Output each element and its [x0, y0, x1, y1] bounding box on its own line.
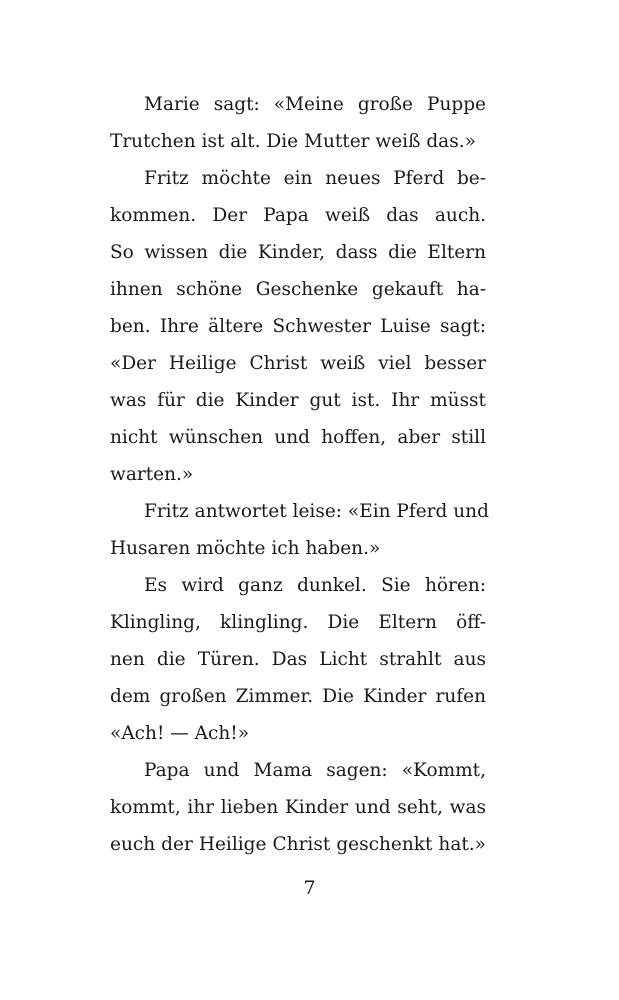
text-line: kommen. Der Papa weiß das auch. — [110, 205, 486, 226]
page-text — [110, 86, 489, 863]
text-line: Marie sagt: «Meine große Puppe — [144, 94, 486, 115]
text-line: Husaren möchte ich haben.» — [110, 538, 381, 559]
text-line: ihnen schöne Geschenke gekauft ha- — [110, 279, 486, 300]
text-line: kommt, ihr lieben Kinder und seht, was — [110, 797, 486, 818]
text-line: euch der Heilige Christ geschenkt hat.» — [110, 834, 486, 855]
text-line: nicht wünschen und hoffen, aber still — [110, 427, 486, 448]
page-number: 7 — [303, 877, 316, 899]
text-line: «Ach! — Ach!» — [110, 723, 250, 744]
text-line: So wissen die Kinder, dass die Eltern — [110, 242, 486, 263]
text-line: ben. Ihre ältere Schwester Luise sagt: — [110, 316, 486, 337]
text-line: Fritz möchte ein neues Pferd be- — [144, 168, 486, 189]
text-line: Fritz antwortet leise: «Ein Pferd und — [144, 501, 489, 522]
text-line: dem großen Zimmer. Die Kinder rufen — [110, 686, 486, 707]
text-line: Trutchen ist alt. Die Mutter weiß das.» — [110, 131, 476, 152]
text-line: «Der Heilige Christ weiß viel besser — [110, 353, 486, 374]
text-line: Es wird ganz dunkel. Sie hören: — [144, 575, 486, 596]
text-line: Klingling, klingling. Die Eltern öff- — [110, 612, 486, 633]
text-line: warten.» — [110, 464, 194, 485]
text-line: Papa und Mama sagen: «Kommt, — [144, 760, 486, 781]
text-line: was für die Kinder gut ist. Ihr müsst — [110, 390, 486, 411]
text-line: nen die Türen. Das Licht strahlt aus — [110, 649, 486, 670]
